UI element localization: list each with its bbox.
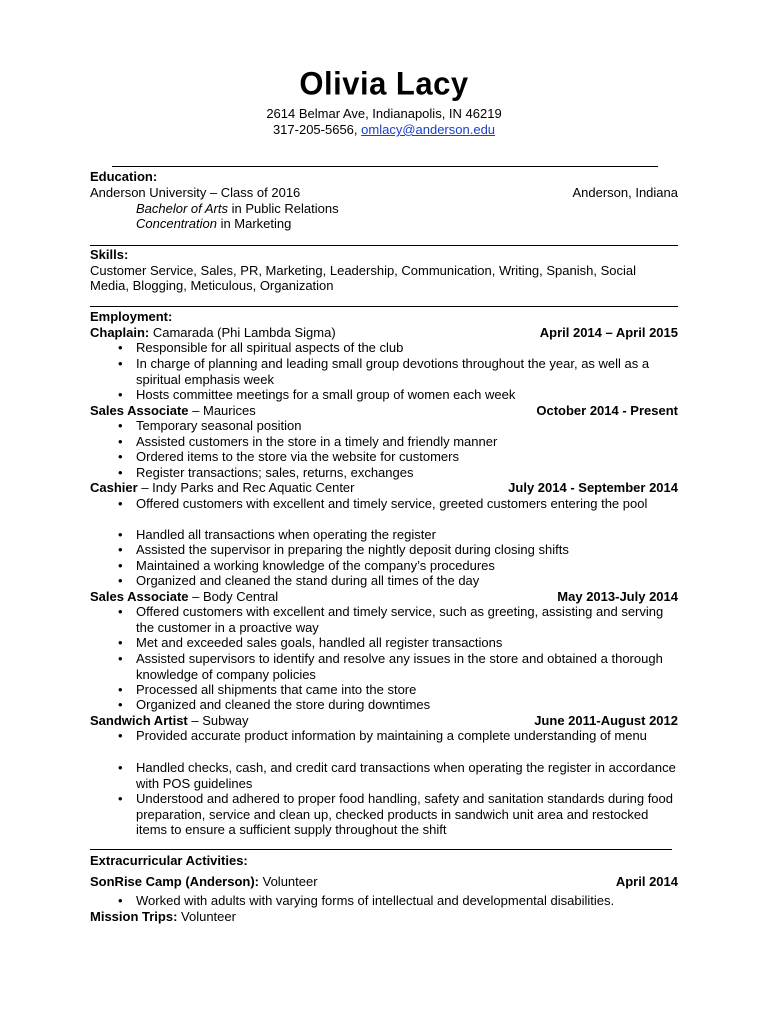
job-dates: April 2014 – April 2015 [539,325,678,340]
job-row-body-central [90,589,678,605]
job-title: Sales Associate [90,589,189,604]
bullet-dot: • [118,496,123,511]
camp-bullet: Worked with adults with varying forms of intellectual and developmental disabilities. [136,893,615,908]
bullet-dot: • [118,418,123,433]
job-bullet: Handled checks, cash, and credit card transactions when operating the register in accordance with POS guidelines [136,760,676,791]
extracurricular-heading: Extracurricular Activities: [90,853,248,868]
job-org: – Maurices [188,403,256,418]
job-row-maurices [90,403,678,419]
school-location: Anderson, Indiana [572,185,678,200]
trips-title: Mission Trips: [90,909,178,924]
degree-line [136,201,339,217]
job-dates: October 2014 - Present [536,403,678,418]
job-title: Cashier [90,480,138,495]
job-bullet: Provided accurate product information by maintaining a complete understanding of menu [136,728,647,743]
bullet-dot: • [118,682,123,697]
bullet-dot: • [118,604,123,619]
job-org: – Subway [187,713,249,728]
school-name: Anderson University – Class of 2016 [90,185,301,200]
bullet-dot: • [118,760,123,775]
education-school-row [90,185,678,201]
job-org: – Body Central [188,589,279,604]
job-title: Sales Associate [90,403,189,418]
bullet-dot: • [118,527,123,542]
employment-rule [90,849,672,850]
concentration-label: Concentration [136,216,217,231]
bullet-dot: • [118,340,123,355]
education-heading: Education: [90,169,158,184]
bullet-dot: • [118,728,123,743]
bullet-dot: • [118,697,123,712]
job-bullet: Organized and cleaned the store during downtimes [136,697,431,712]
job-dates: June 2011-August 2012 [534,713,678,728]
degree-field: in Public Relations [228,201,339,216]
job-bullet: Offered customers with excellent and timely service, greeted customers entering the pool [136,496,648,511]
job-bullet: Responsible for all spiritual aspects of the club [136,340,404,355]
camp-role: Volunteer [259,874,318,889]
job-bullet: Met and exceeded sales goals, handled all register transactions [136,635,503,650]
job-dates: July 2014 - September 2014 [508,480,678,495]
job-bullet: Offered customers with excellent and timely service, such as greeting, assisting and serving the customer in a proactive way [136,604,664,635]
job-bullet: In charge of planning and leading small group devotions throughout the year, as well as a spiritual emphasis week [136,356,650,387]
bullet-dot: • [118,558,123,573]
job-bullet: Register transactions; sales, returns, exchanges [136,465,414,480]
contact-line [0,122,768,138]
bullet-dot: • [118,791,123,806]
job-row-chaplain [90,325,678,341]
job-title: Sandwich Artist [90,713,188,728]
skills-line-1: Customer Service, Sales, PR, Marketing, Leadership, Communication, Writing, Spanish, Social [90,263,636,278]
education-rule [90,245,678,246]
bullet-dot: • [118,893,123,908]
job-bullet: Handled all transactions when operating the register [136,527,436,542]
job-bullet: Assisted customers in the store in a timely and friendly manner [136,434,498,449]
job-title: Chaplain: [90,325,150,340]
job-bullet: Assisted the supervisor in preparing the nightly deposit during closing shifts [136,542,569,557]
bullet-dot: • [118,635,123,650]
camp-title: SonRise Camp (Anderson): [90,874,260,889]
candidate-name: Olivia Lacy [299,65,469,102]
bullet-dot: • [118,465,123,480]
job-row-subway [90,713,678,729]
bullet-dot: • [118,356,123,371]
email-link[interactable]: omlacy@anderson.edu [361,122,496,137]
job-dates: May 2013-July 2014 [557,589,678,604]
employment-heading: Employment: [90,309,173,324]
camp-date: April 2014 [615,874,678,889]
bullet-dot: • [118,651,123,666]
bullet-dot: • [118,573,123,588]
header-rule [112,166,658,167]
degree-type: Bachelor of Arts [136,201,229,216]
bullet-dot: • [118,434,123,449]
phone-text: 317-205-5656, [272,122,362,137]
job-bullet: Temporary seasonal position [136,418,302,433]
job-org: – Indy Parks and Rec Aquatic Center [137,480,355,495]
job-row-cashier [90,480,678,496]
job-bullet: Maintained a working knowledge of the company’s procedures [136,558,495,573]
skills-rule [90,306,678,307]
job-org: Camarada (Phi Lambda Sigma) [149,325,336,340]
concentration-line [136,216,291,232]
address-line: 2614 Belmar Ave, Indianapolis, IN 46219 [266,106,502,121]
job-bullet: Ordered items to the store via the website for customers [136,449,459,464]
job-bullet: Understood and adhered to proper food handling, safety and sanitation standards during food preparation, service and clean up, checked products in sandwich unit area and restocked items to ensure a sufficient supply throughout the shift [136,791,673,838]
job-bullet: Hosts committee meetings for a small group of women each week [136,387,516,402]
job-bullet: Assisted supervisors to identify and resolve any issues in the store and obtained a thorough knowledge of company policies [136,651,663,682]
trips-row [90,909,678,925]
job-bullet: Processed all shipments that came into the store [136,682,417,697]
bullet-dot: • [118,449,123,464]
skills-heading: Skills: [90,247,129,262]
job-bullet: Organized and cleaned the stand during all times of the day [136,573,480,588]
concentration-field: in Marketing [216,216,292,231]
skills-line-2: Media, Blogging, Meticulous, Organization [90,278,334,293]
bullet-dot: • [118,542,123,557]
bullet-dot: • [118,387,123,402]
camp-row [90,874,678,890]
trips-role: Volunteer [177,909,236,924]
